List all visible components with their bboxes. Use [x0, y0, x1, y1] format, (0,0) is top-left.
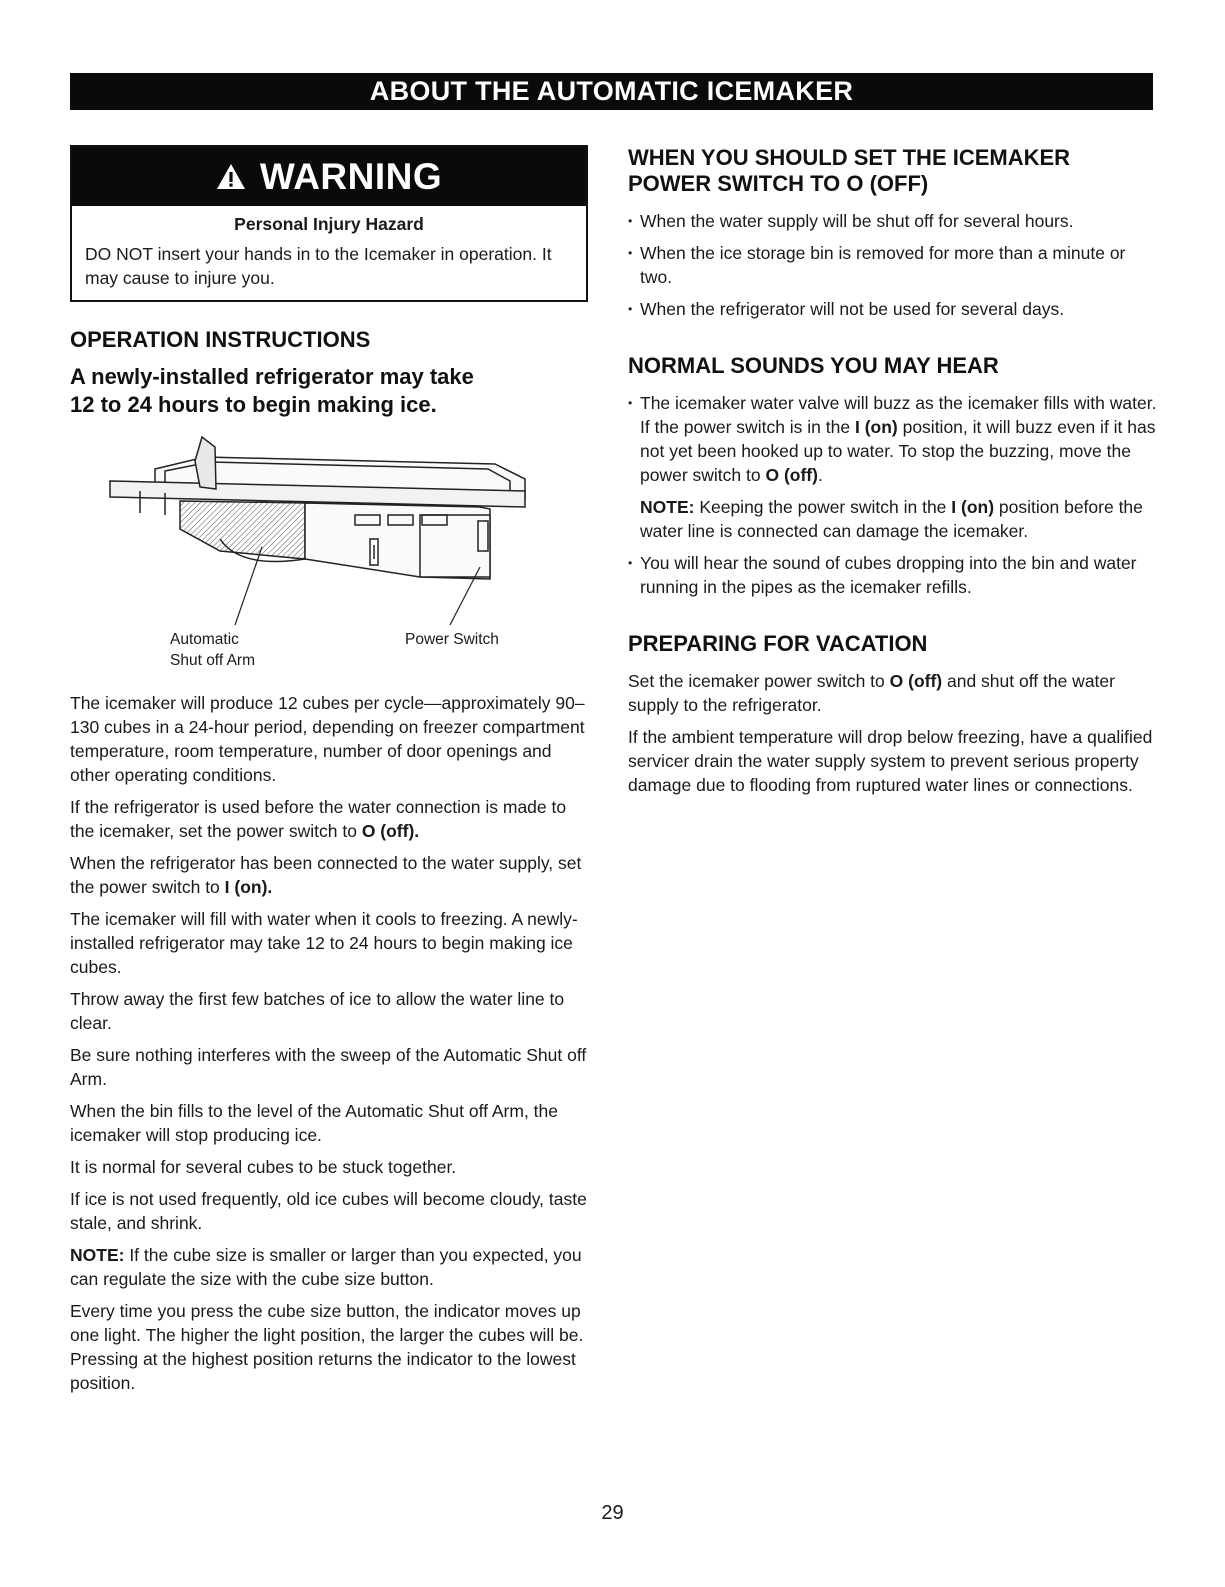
section-banner: ABOUT THE AUTOMATIC ICEMAKER — [70, 73, 1153, 110]
warning-title: WARNING — [259, 155, 443, 197]
operation-note: NOTE: If the cube size is smaller or larger than you expected, you can regulate the size with the cube size button. — [70, 1245, 582, 1289]
off-heading-1: WHEN YOU SHOULD SET THE ICEMAKER — [628, 145, 1071, 170]
off-bullet-1: • When the water supply will be shut off for several hours. — [628, 209, 1158, 233]
operation-heading: OPERATION INSTRUCTIONS — [70, 327, 371, 352]
left-column — [70, 145, 590, 1403]
off-heading-2: POWER SWITCH TO O (OFF) — [628, 171, 929, 196]
operation-paragraph-6: Be sure nothing interferes with the sweep of the Automatic Shut off Arm. — [70, 1045, 587, 1089]
right-column — [628, 145, 1158, 805]
operation-paragraph-5: Throw away the first few batches of ice to allow the water line to clear. — [70, 989, 565, 1033]
warning-text: DO NOT insert your hands in to the Icemaker in operation. It may cause to injure you. — [85, 244, 552, 288]
operation-paragraph-1: The icemaker will produce 12 cubes per cycle—approximately 90–130 cubes in a 24-hour period, depending on freezer compartment temperature, room temperature, number of door openings and other operating conditions. — [70, 693, 585, 785]
warning-box — [70, 145, 588, 302]
operation-paragraph-2: If the refrigerator is used before the water connection is made to the icemaker, set the power switch to O (off). — [70, 797, 567, 841]
operation-paragraph-10: Every time you press the cube size button, the indicator moves up one light. The higher the light position, the larger the cubes will be. Pressing at the highest position returns the indicator to the lowest position. — [70, 1301, 584, 1393]
figure-label-arm-line2: Shut off Arm — [170, 652, 256, 669]
operation-subheading-2: 12 to 24 hours to begin making ice. — [70, 392, 437, 417]
operation-subheading-1: A newly-installed refrigerator may take — [70, 364, 474, 389]
vacation-heading: PREPARING FOR VACATION — [628, 631, 928, 656]
operation-paragraph-9: If ice is not used frequently, old ice cubes will become cloudy, taste stale, and shrink. — [70, 1189, 587, 1233]
off-bullet-3: • When the refrigerator will not be used for several days. — [628, 297, 1158, 321]
operation-paragraph-4: The icemaker will fill with water when it cools to freezing. A newly-installed refrigerator may take 12 to 24 hours to begin making ice cubes. — [70, 909, 578, 977]
operation-paragraph-8: It is normal for several cubes to be stuck together. — [70, 1157, 457, 1177]
sounds-bullet-1: • The icemaker water valve will buzz as the icemaker fills with water. If the power switch is in the I (on) position, it will buzz even if it has not yet been hooked up to water. To stop the buzzing, move the power switch to O (off). — [628, 391, 1158, 487]
vacation-paragraph-2: If the ambient temperature will drop below freezing, have a qualified servicer drain the water supply system to prevent serious property damage due to flooding from ruptured water lines or connections. — [628, 727, 1153, 795]
operation-paragraph-7: When the bin fills to the level of the Automatic Shut off Arm, the icemaker will stop producing ice. — [70, 1101, 559, 1145]
icemaker-illustration — [70, 429, 590, 629]
sounds-note: NOTE: Keeping the power switch in the I (on) position before the water line is connected can damage the icemaker. — [640, 497, 1143, 541]
figure-label-arm — [170, 629, 255, 671]
figure-label-switch: Power Switch — [405, 631, 499, 648]
icemaker-figure — [70, 429, 590, 669]
warning-triangle-icon — [216, 163, 246, 190]
sounds-bullet-2: • You will hear the sound of cubes dropping into the bin and water running in the pipes as the icemaker refills. — [628, 551, 1158, 599]
off-bullet-2: • When the ice storage bin is removed for more than a minute or two. — [628, 241, 1158, 289]
vacation-paragraph-1: Set the icemaker power switch to O (off) and shut off the water supply to the refrigerator. — [628, 671, 1115, 715]
warning-header — [72, 147, 586, 206]
warning-subtitle: Personal Injury Hazard — [234, 214, 424, 234]
sounds-heading: NORMAL SOUNDS YOU MAY HEAR — [628, 353, 999, 378]
page-number: 29 — [601, 1502, 624, 1524]
figure-label-arm-line1: Automatic — [170, 631, 239, 648]
operation-paragraph-3: When the refrigerator has been connected to the water supply, set the power switch to I (on). — [70, 853, 582, 897]
